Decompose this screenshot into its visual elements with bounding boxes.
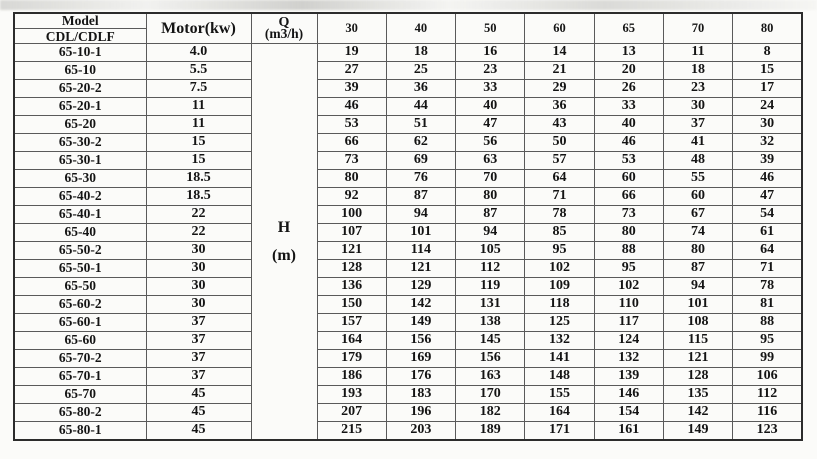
head-value-cell: 215 — [317, 421, 386, 440]
model-cell: 65-30 — [14, 169, 146, 187]
spec-row — [14, 367, 802, 385]
model-cell: 65-30-2 — [14, 133, 146, 151]
spec-row — [14, 385, 802, 403]
flow-header-cell — [251, 13, 317, 44]
head-value-cell: 142 — [386, 295, 455, 313]
motor-power-cell: 22 — [146, 223, 251, 241]
motor-power-cell: 15 — [146, 151, 251, 169]
model-cell: 65-80-1 — [14, 421, 146, 440]
head-value-cell: 69 — [386, 151, 455, 169]
model-cell: 65-70-1 — [14, 367, 146, 385]
head-value-cell: 105 — [456, 241, 525, 259]
head-value-cell: 139 — [594, 367, 663, 385]
motor-power-cell: 15 — [146, 133, 251, 151]
model-cell: 65-40-2 — [14, 187, 146, 205]
motor-power-cell: 45 — [146, 403, 251, 421]
flow-col-header: 50 — [456, 13, 525, 44]
pump-head-spec-table — [13, 12, 803, 441]
flow-col-header: 65 — [594, 13, 663, 44]
head-value-cell: 80 — [456, 187, 525, 205]
head-value-cell: 36 — [386, 79, 455, 97]
head-value-cell: 163 — [456, 367, 525, 385]
head-value-cell: 66 — [594, 187, 663, 205]
head-value-cell: 37 — [663, 115, 732, 133]
model-cell: 65-50-1 — [14, 259, 146, 277]
head-value-cell: 125 — [525, 313, 594, 331]
head-value-cell: 92 — [317, 187, 386, 205]
head-value-cell: 149 — [386, 313, 455, 331]
head-value-cell: 99 — [733, 349, 802, 367]
spec-row — [14, 133, 802, 151]
model-cell: 65-70 — [14, 385, 146, 403]
head-value-cell: 43 — [525, 115, 594, 133]
head-value-cell: 53 — [317, 115, 386, 133]
head-value-cell: 66 — [317, 133, 386, 151]
spec-row — [14, 169, 802, 187]
head-value-cell: 121 — [386, 259, 455, 277]
head-value-cell: 121 — [663, 349, 732, 367]
spec-row — [14, 313, 802, 331]
head-value-cell: 117 — [594, 313, 663, 331]
head-value-cell: 161 — [594, 421, 663, 440]
head-value-cell: 64 — [733, 241, 802, 259]
head-value-cell: 116 — [733, 403, 802, 421]
motor-power-cell: 22 — [146, 205, 251, 223]
head-value-cell: 47 — [456, 115, 525, 133]
head-value-cell: 36 — [525, 97, 594, 115]
head-value-cell: 40 — [594, 115, 663, 133]
head-value-cell: 182 — [456, 403, 525, 421]
table-header — [14, 13, 802, 44]
model-cell: 65-10-1 — [14, 44, 146, 62]
head-value-cell: 53 — [594, 151, 663, 169]
model-cell: 65-70-2 — [14, 349, 146, 367]
motor-power-cell: 30 — [146, 295, 251, 313]
head-value-cell: 67 — [663, 205, 732, 223]
head-value-cell: 80 — [663, 241, 732, 259]
model-cell: 65-50 — [14, 277, 146, 295]
motor-power-cell: 30 — [146, 241, 251, 259]
spec-row — [14, 115, 802, 133]
model-cell: 65-60-2 — [14, 295, 146, 313]
head-value-cell: 80 — [317, 169, 386, 187]
head-value-cell: 186 — [317, 367, 386, 385]
head-value-cell: 60 — [663, 187, 732, 205]
head-value-cell: 71 — [525, 187, 594, 205]
motor-power-cell: 45 — [146, 421, 251, 440]
flow-unit: (m3/h) — [264, 26, 304, 41]
motor-power-cell: 37 — [146, 349, 251, 367]
head-value-cell: 169 — [386, 349, 455, 367]
model-cell: 65-60 — [14, 331, 146, 349]
head-value-cell: 129 — [386, 277, 455, 295]
head-value-cell: 73 — [317, 151, 386, 169]
head-value-cell: 27 — [317, 61, 386, 79]
head-value-cell: 62 — [386, 133, 455, 151]
head-value-cell: 136 — [317, 277, 386, 295]
head-value-cell: 46 — [317, 97, 386, 115]
head-value-cell: 39 — [317, 79, 386, 97]
head-value-cell: 63 — [456, 151, 525, 169]
head-value-cell: 156 — [386, 331, 455, 349]
head-value-cell: 23 — [663, 79, 732, 97]
head-value-cell: 156 — [456, 349, 525, 367]
head-value-cell: 13 — [594, 44, 663, 62]
head-value-cell: 102 — [525, 259, 594, 277]
spec-row — [14, 223, 802, 241]
model-header-cell — [14, 13, 146, 44]
head-value-cell: 171 — [525, 421, 594, 440]
head-value-cell: 29 — [525, 79, 594, 97]
head-value-cell: 85 — [525, 223, 594, 241]
head-symbol: H — [277, 218, 291, 236]
head-value-cell: 30 — [733, 115, 802, 133]
head-value-cell: 80 — [594, 223, 663, 241]
head-value-cell: 40 — [456, 97, 525, 115]
flow-col-header: 30 — [317, 13, 386, 44]
table-body — [14, 44, 802, 441]
head-value-cell: 94 — [663, 277, 732, 295]
spec-row — [14, 187, 802, 205]
model-header-label: Model — [15, 14, 146, 29]
flow-col-header: 80 — [733, 13, 802, 44]
head-value-cell: 56 — [456, 133, 525, 151]
head-value-cell: 101 — [386, 223, 455, 241]
head-unit-merged-cell — [251, 44, 317, 441]
motor-power-cell: 30 — [146, 259, 251, 277]
model-cell: 65-20-2 — [14, 79, 146, 97]
head-value-cell: 41 — [663, 133, 732, 151]
motor-power-cell: 45 — [146, 385, 251, 403]
flow-col-header: 60 — [525, 13, 594, 44]
head-value-cell: 61 — [733, 223, 802, 241]
spec-row — [14, 421, 802, 440]
head-value-cell: 131 — [456, 295, 525, 313]
head-value-cell: 207 — [317, 403, 386, 421]
spec-row — [14, 349, 802, 367]
spec-row — [14, 241, 802, 259]
head-value-cell: 24 — [733, 97, 802, 115]
head-value-cell: 150 — [317, 295, 386, 313]
head-value-cell: 14 — [525, 44, 594, 62]
spec-row — [14, 205, 802, 223]
head-value-cell: 203 — [386, 421, 455, 440]
model-cell: 65-60-1 — [14, 313, 146, 331]
head-value-cell: 142 — [663, 403, 732, 421]
spec-row — [14, 79, 802, 97]
head-value-cell: 17 — [733, 79, 802, 97]
head-value-cell: 21 — [525, 61, 594, 79]
head-value-cell: 114 — [386, 241, 455, 259]
head-value-cell: 112 — [733, 385, 802, 403]
head-value-cell: 118 — [525, 295, 594, 313]
flow-symbol: Q — [278, 15, 290, 30]
head-value-cell: 157 — [317, 313, 386, 331]
head-value-cell: 196 — [386, 403, 455, 421]
head-value-cell: 64 — [525, 169, 594, 187]
motor-power-cell: 7.5 — [146, 79, 251, 97]
head-value-cell: 55 — [663, 169, 732, 187]
head-value-cell: 88 — [733, 313, 802, 331]
head-value-cell: 121 — [317, 241, 386, 259]
head-value-cell: 30 — [663, 97, 732, 115]
head-value-cell: 47 — [733, 187, 802, 205]
head-value-cell: 16 — [456, 44, 525, 62]
model-cell: 65-50-2 — [14, 241, 146, 259]
head-value-cell: 138 — [456, 313, 525, 331]
head-value-cell: 87 — [663, 259, 732, 277]
head-value-cell: 94 — [456, 223, 525, 241]
head-value-cell: 110 — [594, 295, 663, 313]
spec-row — [14, 295, 802, 313]
model-cell: 65-40-1 — [14, 205, 146, 223]
flow-col-header: 70 — [663, 13, 732, 44]
head-value-cell: 46 — [733, 169, 802, 187]
head-value-cell: 44 — [386, 97, 455, 115]
motor-power-cell: 37 — [146, 313, 251, 331]
head-value-cell: 33 — [456, 79, 525, 97]
head-value-cell: 95 — [594, 259, 663, 277]
head-value-cell: 15 — [733, 61, 802, 79]
scan-edge-artifact — [0, 0, 817, 10]
spec-row — [14, 277, 802, 295]
head-value-cell: 148 — [525, 367, 594, 385]
head-value-cell: 132 — [594, 349, 663, 367]
head-value-cell: 23 — [456, 61, 525, 79]
head-value-cell: 107 — [317, 223, 386, 241]
motor-power-cell: 11 — [146, 97, 251, 115]
head-value-cell: 183 — [386, 385, 455, 403]
model-cell: 65-10 — [14, 61, 146, 79]
motor-power-cell: 37 — [146, 367, 251, 385]
model-cell: 65-80-2 — [14, 403, 146, 421]
head-value-cell: 51 — [386, 115, 455, 133]
head-value-cell: 146 — [594, 385, 663, 403]
spec-row — [14, 44, 802, 62]
flow-col-header: 40 — [386, 13, 455, 44]
head-value-cell: 128 — [663, 367, 732, 385]
head-value-cell: 101 — [663, 295, 732, 313]
head-value-cell: 128 — [317, 259, 386, 277]
head-value-cell: 25 — [386, 61, 455, 79]
head-value-cell: 39 — [733, 151, 802, 169]
motor-header-cell: Motor(kw) — [146, 13, 251, 44]
head-value-cell: 48 — [663, 151, 732, 169]
head-value-cell: 179 — [317, 349, 386, 367]
motor-power-cell: 5.5 — [146, 61, 251, 79]
head-value-cell: 94 — [386, 205, 455, 223]
head-value-cell: 8 — [733, 44, 802, 62]
motor-power-cell: 4.0 — [146, 44, 251, 62]
model-cell: 65-20-1 — [14, 97, 146, 115]
head-value-cell: 189 — [456, 421, 525, 440]
head-value-cell: 88 — [594, 241, 663, 259]
model-cell: 65-40 — [14, 223, 146, 241]
head-value-cell: 115 — [663, 331, 732, 349]
spec-row — [14, 61, 802, 79]
head-value-cell: 33 — [594, 97, 663, 115]
head-value-cell: 20 — [594, 61, 663, 79]
spec-row — [14, 97, 802, 115]
head-value-cell: 11 — [663, 44, 732, 62]
head-value-cell: 87 — [456, 205, 525, 223]
head-value-cell: 170 — [456, 385, 525, 403]
head-value-cell: 60 — [594, 169, 663, 187]
head-value-cell: 141 — [525, 349, 594, 367]
head-value-cell: 87 — [386, 187, 455, 205]
head-value-cell: 164 — [317, 331, 386, 349]
spec-row — [14, 151, 802, 169]
motor-power-cell: 18.5 — [146, 169, 251, 187]
head-value-cell: 155 — [525, 385, 594, 403]
head-value-cell: 46 — [594, 133, 663, 151]
head-value-cell: 193 — [317, 385, 386, 403]
spec-row — [14, 259, 802, 277]
head-value-cell: 18 — [663, 61, 732, 79]
motor-power-cell: 11 — [146, 115, 251, 133]
head-value-cell: 123 — [733, 421, 802, 440]
spec-row — [14, 403, 802, 421]
head-value-cell: 95 — [525, 241, 594, 259]
model-header-series: CDL/CDLF — [45, 29, 115, 44]
head-value-cell: 70 — [456, 169, 525, 187]
head-value-cell: 176 — [386, 367, 455, 385]
head-value-cell: 26 — [594, 79, 663, 97]
motor-power-cell: 30 — [146, 277, 251, 295]
head-value-cell: 135 — [663, 385, 732, 403]
head-value-cell: 108 — [663, 313, 732, 331]
motor-power-cell: 18.5 — [146, 187, 251, 205]
head-value-cell: 81 — [733, 295, 802, 313]
head-value-cell: 71 — [733, 259, 802, 277]
head-value-cell: 19 — [317, 44, 386, 62]
head-value-cell: 95 — [733, 331, 802, 349]
head-value-cell: 106 — [733, 367, 802, 385]
head-value-cell: 78 — [733, 277, 802, 295]
spec-row — [14, 331, 802, 349]
head-value-cell: 100 — [317, 205, 386, 223]
head-value-cell: 32 — [733, 133, 802, 151]
header-row — [14, 13, 802, 44]
model-cell: 65-20 — [14, 115, 146, 133]
head-value-cell: 57 — [525, 151, 594, 169]
head-value-cell: 112 — [456, 259, 525, 277]
head-value-cell: 149 — [663, 421, 732, 440]
head-value-cell: 73 — [594, 205, 663, 223]
head-value-cell: 124 — [594, 331, 663, 349]
head-value-cell: 102 — [594, 277, 663, 295]
head-unit: (m) — [272, 246, 296, 264]
head-value-cell: 132 — [525, 331, 594, 349]
head-value-cell: 50 — [525, 133, 594, 151]
head-value-cell: 78 — [525, 205, 594, 223]
head-value-cell: 18 — [386, 44, 455, 62]
head-value-cell: 109 — [525, 277, 594, 295]
head-value-cell: 145 — [456, 331, 525, 349]
head-value-cell: 164 — [525, 403, 594, 421]
head-value-cell: 119 — [456, 277, 525, 295]
head-value-cell: 74 — [663, 223, 732, 241]
head-value-cell: 76 — [386, 169, 455, 187]
model-cell: 65-30-1 — [14, 151, 146, 169]
head-value-cell: 154 — [594, 403, 663, 421]
head-value-cell: 54 — [733, 205, 802, 223]
motor-power-cell: 37 — [146, 331, 251, 349]
